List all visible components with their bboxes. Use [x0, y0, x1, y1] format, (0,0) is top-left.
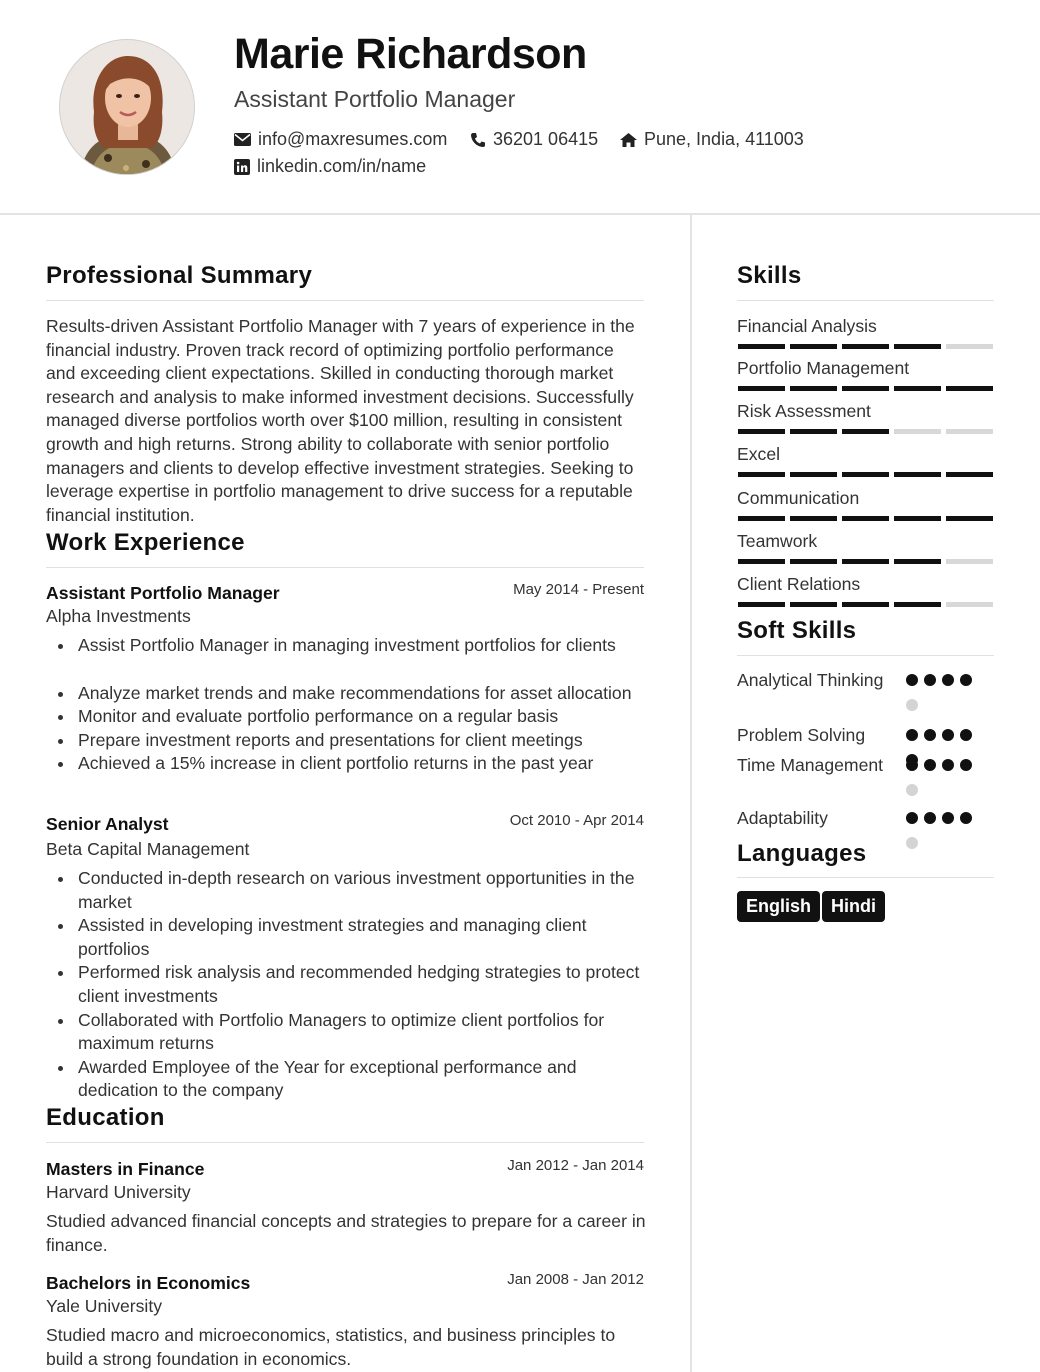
list-item: Collaborated with Portfolio Managers to optimize client portfolios for maximum returns	[46, 1009, 646, 1056]
skill-level-segment	[946, 559, 993, 564]
job-org: Beta Capital Management	[46, 839, 250, 859]
skills-heading: Skills	[737, 262, 802, 289]
list-item: Monitor and evaluate portfolio performance on a regular basis	[46, 705, 646, 729]
list-item: Prepare investment reports and presentations for client meetings	[46, 729, 646, 753]
skill-level-segment	[738, 559, 785, 564]
skill-level-segment	[790, 602, 837, 607]
candidate-role: Assistant Portfolio Manager	[234, 86, 516, 112]
education-heading: Education	[46, 1104, 165, 1131]
rating-dot	[906, 812, 918, 824]
rating-dot	[942, 674, 954, 686]
skill-name: Teamwork	[737, 531, 818, 551]
column-divider	[690, 215, 692, 1372]
skill-level-segment	[946, 344, 993, 349]
skill-level-bar	[738, 516, 993, 521]
degree-date: Jan 2012 - Jan 2014	[507, 1157, 644, 1174]
contact-email[interactable]	[234, 129, 447, 150]
skill-level-segment	[946, 429, 993, 434]
degree-title: Bachelors in Economics	[46, 1273, 251, 1293]
skill-level-segment	[738, 386, 785, 391]
rating-dot	[906, 729, 918, 741]
skill-name: Financial Analysis	[737, 316, 877, 336]
degree-title: Masters in Finance	[46, 1159, 205, 1179]
contact-linkedin[interactable]	[234, 156, 426, 177]
skill-name: Risk Assessment	[737, 401, 871, 421]
skill-level-segment	[894, 516, 941, 521]
rating-dot	[960, 729, 972, 741]
rating-dot	[906, 784, 918, 796]
skill-level-segment	[894, 386, 941, 391]
language-badge: English	[737, 891, 820, 922]
soft-skill-name: Adaptability	[737, 808, 828, 828]
skill-level-bar	[738, 386, 993, 391]
soft-skill-name: Analytical Thinking	[737, 670, 884, 690]
rating-dot	[942, 759, 954, 771]
contact-phone[interactable]	[470, 129, 598, 150]
skill-level-segment	[790, 559, 837, 564]
skill-level-bar	[738, 559, 993, 564]
languages-rule	[737, 877, 994, 878]
skill-level-bar	[738, 472, 993, 477]
list-item: Conducted in-depth research on various investment opportunities in the market	[46, 867, 646, 914]
envelope-icon	[234, 133, 251, 146]
skill-level-bar	[738, 429, 993, 434]
school-name: Harvard University	[46, 1182, 191, 1202]
rating-dot	[960, 812, 972, 824]
address-text: Pune, India, 411003	[644, 129, 804, 149]
phone-icon	[470, 132, 486, 148]
soft-skill-name: Time Management	[737, 755, 884, 775]
skill-level-segment	[946, 602, 993, 607]
linkedin-text: linkedin.com/in/name	[257, 156, 427, 176]
degree-description: Studied macro and microeconomics, statistics, and business principles to build a strong foundation in economics.	[46, 1325, 616, 1369]
skill-name: Communication	[737, 488, 860, 508]
rating-dot	[906, 699, 918, 711]
list-item: Analyze market trends and make recommendations for asset allocation	[46, 682, 646, 706]
skill-level-bar	[738, 602, 993, 607]
linkedin-icon	[234, 159, 250, 175]
degree-date: Jan 2008 - Jan 2012	[507, 1271, 644, 1288]
rating-dot	[924, 812, 936, 824]
summary-text: Results-driven Assistant Portfolio Manager with 7 years of experience in the financial industry. Proven track record of optimizing portfolio performance and exceeding client expectations. Skilled in conducting thorough market research and analysis to make informed investment decisions. Successfully managed diverse portfolios worth over $100 million, resulting in consistent growth and high returns. Strong ability to collaborate with senior portfolio managers and clients to develop effective investment strategies. Seeking to leverage expertise in portfolio management to drive success for a reputable financial institution.	[46, 316, 635, 525]
school-name: Yale University	[46, 1296, 163, 1316]
summary-heading: Professional Summary	[46, 262, 313, 289]
skill-level-segment	[790, 344, 837, 349]
summary-rule	[46, 300, 644, 301]
resume-header	[0, 0, 1040, 215]
job-date: May 2014 - Present	[513, 581, 644, 598]
skill-level-segment	[842, 559, 889, 564]
skill-name: Portfolio Management	[737, 358, 910, 378]
experience-heading: Work Experience	[46, 529, 245, 556]
job-bullets	[46, 634, 646, 776]
candidate-name: Marie Richardson	[234, 30, 587, 78]
job-title: Assistant Portfolio Manager	[46, 583, 280, 603]
skill-level-segment	[842, 472, 889, 477]
rating-dot	[942, 729, 954, 741]
skills-rule	[737, 300, 994, 301]
education-rule	[46, 1142, 644, 1143]
contact-address	[620, 129, 804, 150]
skill-name: Excel	[737, 444, 781, 464]
rating-dot	[960, 759, 972, 771]
soft-skill-name: Problem Solving	[737, 725, 866, 745]
list-item: Awarded Employee of the Year for exceptional performance and dedication to the company	[46, 1056, 646, 1103]
job-title: Senior Analyst	[46, 814, 169, 834]
portrait-image	[60, 40, 195, 175]
experience-rule	[46, 567, 644, 568]
skill-level-segment	[842, 344, 889, 349]
skill-level-segment	[842, 429, 889, 434]
skill-level-segment	[738, 472, 785, 477]
language-badge: Hindi	[822, 891, 885, 922]
job-date: Oct 2010 - Apr 2014	[509, 812, 644, 829]
skill-level-segment	[790, 429, 837, 434]
home-icon	[620, 133, 637, 147]
skill-level-segment	[946, 472, 993, 477]
profile-photo	[59, 39, 195, 175]
skill-name: Client Relations	[737, 574, 861, 594]
skill-level-segment	[790, 516, 837, 521]
job-bullets	[46, 867, 646, 1103]
skill-level-segment	[738, 344, 785, 349]
list-item: Assisted in developing investment strategies and managing client portfolios	[46, 914, 646, 961]
rating-dot	[906, 837, 918, 849]
soft-skills-rule	[737, 655, 994, 656]
rating-dot	[924, 674, 936, 686]
skill-level-segment	[894, 472, 941, 477]
skill-level-segment	[894, 602, 941, 607]
skill-level-segment	[894, 344, 941, 349]
skill-level-segment	[946, 386, 993, 391]
skill-level-segment	[842, 602, 889, 607]
skill-level-segment	[790, 472, 837, 477]
rating-dot	[906, 674, 918, 686]
soft-skills-heading: Soft Skills	[737, 617, 857, 644]
list-item: Performed risk analysis and recommended hedging strategies to protect client investments	[46, 961, 646, 1008]
languages-heading: Languages	[737, 840, 867, 867]
rating-dot	[906, 759, 918, 771]
email-text: info@maxresumes.com	[258, 129, 448, 149]
list-item: Achieved a 15% increase in client portfolio returns in the past year	[46, 752, 646, 776]
skill-level-segment	[946, 516, 993, 521]
list-item: Assist Portfolio Manager in managing investment portfolios for clients	[46, 634, 646, 658]
skill-level-segment	[842, 386, 889, 391]
phone-text: 36201 06415	[493, 129, 599, 149]
skill-level-segment	[790, 386, 837, 391]
skill-level-bar	[738, 344, 993, 349]
skill-level-segment	[738, 516, 785, 521]
degree-description: Studied advanced financial concepts and strategies to prepare for a career in finance.	[46, 1211, 646, 1255]
skill-level-segment	[894, 429, 941, 434]
skill-level-segment	[738, 429, 785, 434]
rating-dot	[960, 674, 972, 686]
skill-level-segment	[894, 559, 941, 564]
skill-level-segment	[738, 602, 785, 607]
rating-dot	[924, 759, 936, 771]
rating-dot	[942, 812, 954, 824]
job-org: Alpha Investments	[46, 606, 191, 626]
rating-dot	[924, 729, 936, 741]
skill-level-segment	[842, 516, 889, 521]
